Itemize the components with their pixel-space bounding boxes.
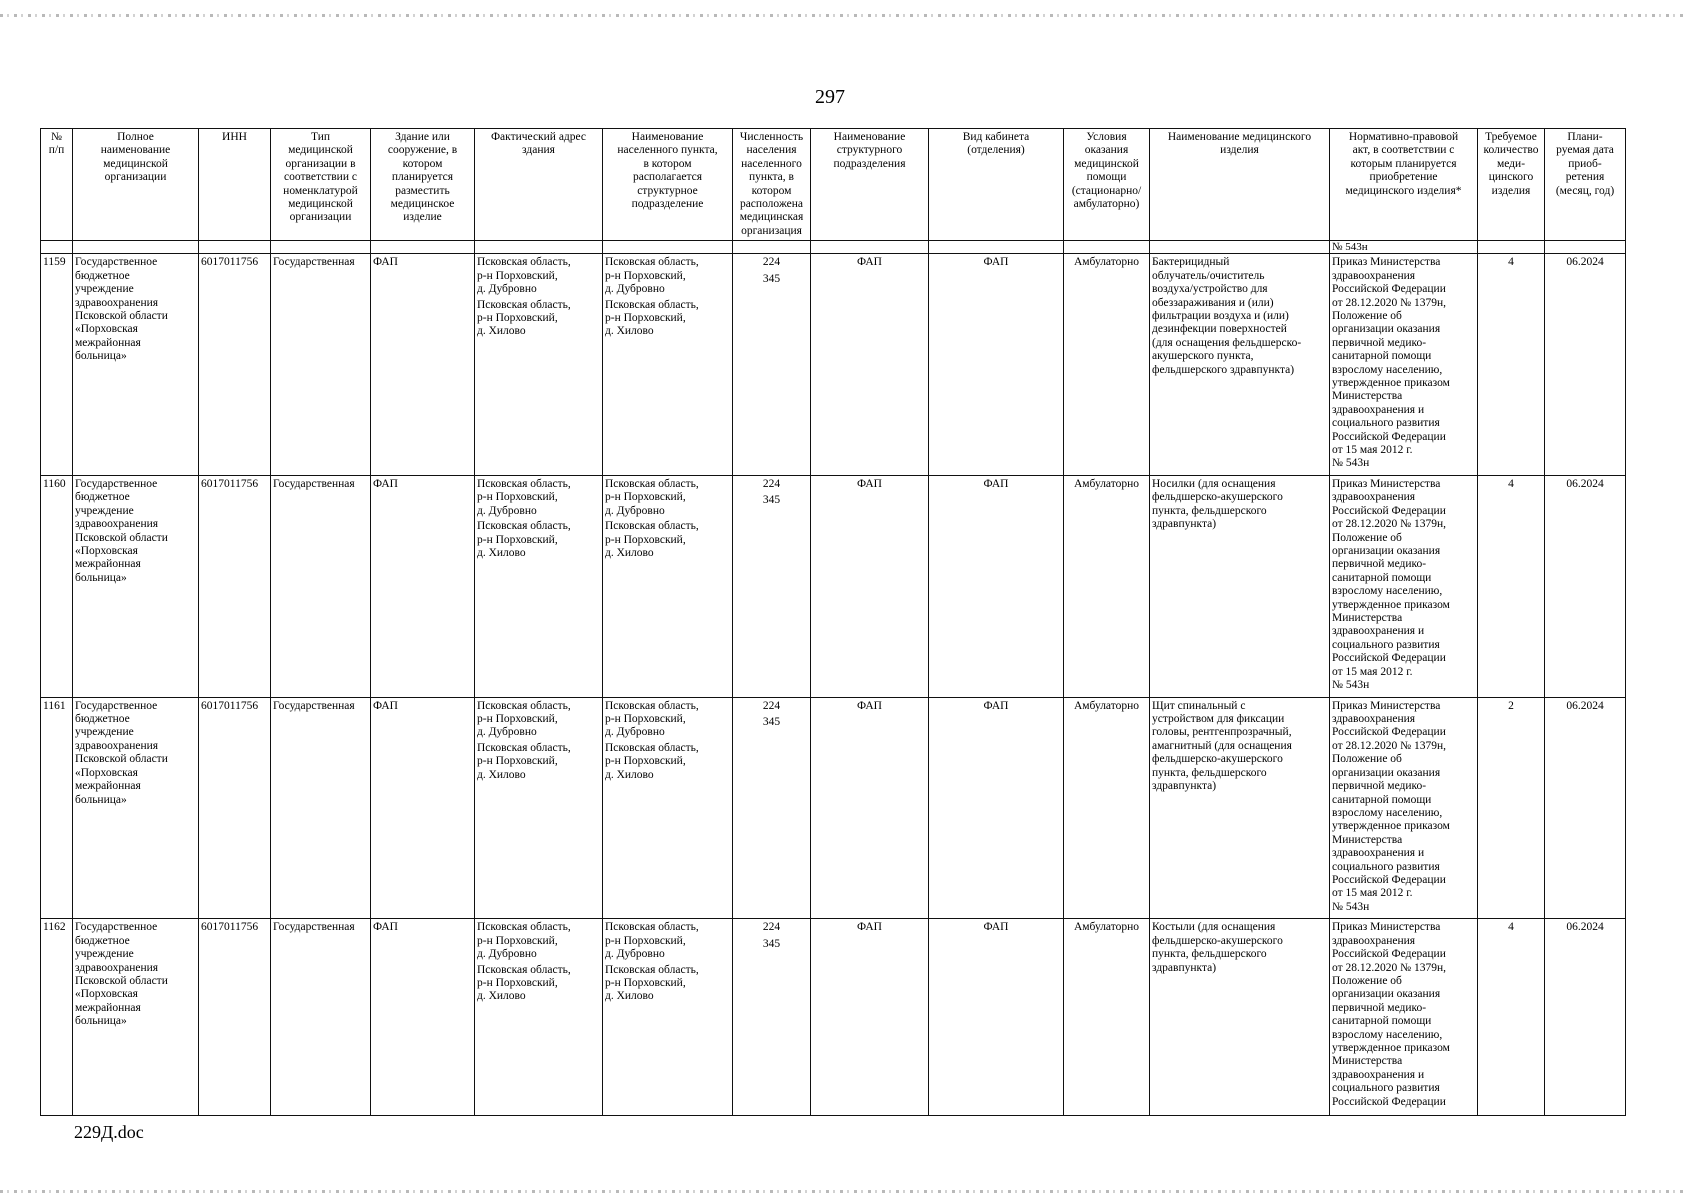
row-inn: 6017011756 (199, 475, 271, 697)
table-row (41, 919, 1626, 1116)
row-address (475, 254, 603, 476)
row-num: 1160 (41, 475, 73, 697)
footer-filename: 229Д.doc (74, 1122, 144, 1142)
row-population-2: 345 (762, 494, 781, 507)
row-locality-1: Псковская область, р-н Порховский, д. Дубровно (605, 921, 699, 961)
row-inn: 6017011756 (199, 697, 271, 919)
col-header-conditions: Условия оказания медицинской помощи (стационарно/ амбулаторно) (1064, 129, 1150, 241)
row-address-2: Псковская область, р-н Порховский, д. Хилово (477, 963, 571, 1003)
col-header-inn: ИНН (199, 129, 271, 241)
row-locality (603, 254, 733, 476)
row-cabinet: ФАП (929, 919, 1064, 1116)
row-address (475, 697, 603, 919)
row-device: Бактерицидный облучатель/очиститель воздуха/устройство для обеззараживания и (или) фильтрации воздуха и (или) дезинфекции поверхностей (для оснащения фельдшерско- акушерского пункта, фельдшерского здравпункта) (1150, 254, 1330, 476)
row-population-2: 345 (762, 716, 781, 729)
row-locality-2: Псковская область, р-н Порховский, д. Хилово (605, 963, 699, 1003)
row-address-1: Псковская область, р-н Порховский, д. Дубровно (477, 921, 571, 961)
col-header-num: № п/п (41, 129, 73, 241)
row-inn: 6017011756 (199, 919, 271, 1116)
row-inn: 6017011756 (199, 254, 271, 476)
row-locality-1: Псковская область, р-н Порховский, д. Дубровно (605, 256, 699, 296)
row-population (733, 475, 811, 697)
row-address (475, 919, 603, 1116)
row-unit: ФАП (811, 697, 929, 919)
col-header-unit: Наименование структурного подразделения (811, 129, 929, 241)
row-type: Государственная (271, 919, 371, 1116)
row-quantity: 4 (1478, 475, 1545, 697)
row-building: ФАП (371, 919, 475, 1116)
row-building: ФАП (371, 697, 475, 919)
row-locality (603, 919, 733, 1116)
row-act: Приказ Министерства здравоохранения Российской Федерации от 28.12.2020 № 1379н, Положение об организации оказания первичной медико- санитарной помощи взрослому населению, утвержденное приказом Министерства здравоохранения и социального развития Российской Федерации от 15 мая 2012 г. № 543н (1330, 254, 1478, 476)
row-conditions: Амбулаторно (1064, 919, 1150, 1116)
row-population (733, 254, 811, 476)
row-act: Приказ Министерства здравоохранения Российской Федерации от 28.12.2020 № 1379н, Положение об организации оказания первичной медико- санитарной помощи взрослому населению, утвержденное приказом Министерства здравоохранения и социального развития Российской Федерации (1330, 919, 1478, 1116)
row-population-1: 224 (762, 699, 781, 712)
row-locality-2: Псковская область, р-н Порховский, д. Хилово (605, 520, 699, 559)
row-org: Государственное бюджетное учреждение здравоохранения Псковской области «Порховская межрайонная больница» (73, 254, 199, 476)
spill-act-tail: № 543н (1330, 241, 1478, 254)
spill-row (41, 241, 1626, 254)
row-quantity: 4 (1478, 919, 1545, 1116)
row-cabinet: ФАП (929, 475, 1064, 697)
row-device: Носилки (для оснащения фельдшерско-акушерского пункта, фельдшерского здравпункта) (1150, 475, 1330, 697)
row-quantity: 4 (1478, 254, 1545, 476)
row-address-2: Псковская область, р-н Порховский, д. Хилово (477, 298, 571, 338)
table-row (41, 475, 1626, 697)
col-header-quantity: Требуемое количество меди- цинского изделия (1478, 129, 1545, 241)
row-locality (603, 475, 733, 697)
row-population-1: 224 (762, 256, 781, 269)
row-locality-1: Псковская область, р-н Порховский, д. Дубровно (605, 699, 699, 739)
row-population-2: 345 (762, 272, 781, 285)
row-num: 1159 (41, 254, 73, 476)
row-device: Костыли (для оснащения фельдшерско-акушерского пункта, фельдшерского здравпункта) (1150, 919, 1330, 1116)
row-conditions: Амбулаторно (1064, 475, 1150, 697)
col-header-date: Плани- руемая дата приоб- ретения (месяц, год) (1545, 129, 1626, 241)
registry-table (40, 128, 1626, 1116)
page-number: 297 (815, 86, 845, 108)
row-num: 1162 (41, 919, 73, 1116)
row-org: Государственное бюджетное учреждение здравоохранения Псковской области «Порховская межрайонная больница» (73, 697, 199, 919)
row-conditions: Амбулаторно (1064, 254, 1150, 476)
col-header-locality: Наименование населенного пункта, в котором располагается структурное подразделение (603, 129, 733, 241)
row-population (733, 919, 811, 1116)
row-quantity: 2 (1478, 697, 1545, 919)
row-type: Государственная (271, 697, 371, 919)
row-num: 1161 (41, 697, 73, 919)
row-type: Государственная (271, 475, 371, 697)
row-org: Государственное бюджетное учреждение здравоохранения Псковской области «Порховская межрайонная больница» (73, 475, 199, 697)
col-header-building: Здание или сооружение, в котором планируется разместить медицинское изделие (371, 129, 475, 241)
row-act: Приказ Министерства здравоохранения Российской Федерации от 28.12.2020 № 1379н, Положение об организации оказания первичной медико- санитарной помощи взрослому населению, утвержденное приказом Министерства здравоохранения и социального развития Российской Федерации от 15 мая 2012 г. № 543н (1330, 697, 1478, 919)
row-locality-1: Псковская область, р-н Порховский, д. Дубровно (605, 477, 699, 517)
row-date: 06.2024 (1545, 919, 1626, 1116)
row-date: 06.2024 (1545, 475, 1626, 697)
row-population-2: 345 (762, 937, 781, 950)
row-address-2: Псковская область, р-н Порховский, д. Хилово (477, 741, 571, 781)
col-header-population: Численность населения населенного пункта, в котором расположена медицинская организация (733, 129, 811, 241)
col-header-address: Фактический адрес здания (475, 129, 603, 241)
col-header-act: Нормативно-правовой акт, в соответствии с которым планируется приобретение медицинского изделия* (1330, 129, 1478, 241)
row-unit: ФАП (811, 475, 929, 697)
row-cabinet: ФАП (929, 697, 1064, 919)
row-type: Государственная (271, 254, 371, 476)
col-header-device: Наименование медицинского изделия (1150, 129, 1330, 241)
row-conditions: Амбулаторно (1064, 697, 1150, 919)
row-locality-2: Псковская область, р-н Порховский, д. Хилово (605, 741, 699, 781)
row-building: ФАП (371, 254, 475, 476)
table-row (41, 697, 1626, 919)
row-address-1: Псковская область, р-н Порховский, д. Дубровно (477, 699, 571, 739)
row-address-1: Псковская область, р-н Порховский, д. Дубровно (477, 256, 571, 296)
scan-edge-bottom (0, 1190, 1686, 1193)
col-header-org: Полное наименование медицинской организации (73, 129, 199, 241)
row-address-1: Псковская область, р-н Порховский, д. Дубровно (477, 477, 571, 517)
row-address-2: Псковская область, р-н Порховский, д. Хилово (477, 520, 571, 559)
col-header-cabinet: Вид кабинета (отделения) (929, 129, 1064, 241)
row-org: Государственное бюджетное учреждение здравоохранения Псковской области «Порховская межрайонная больница» (73, 919, 199, 1116)
table-row (41, 254, 1626, 476)
row-address (475, 475, 603, 697)
row-date: 06.2024 (1545, 254, 1626, 476)
row-locality-2: Псковская область, р-н Порховский, д. Хилово (605, 298, 699, 338)
row-date: 06.2024 (1545, 697, 1626, 919)
row-cabinet: ФАП (929, 254, 1064, 476)
row-population-1: 224 (762, 477, 781, 490)
row-locality (603, 697, 733, 919)
row-device: Щит спинальный с устройством для фиксации головы, рентгенпрозрачный, амагнитный (для оснащения фельдшерско-акушерского пункта, фельдшерского здравпункта) (1150, 697, 1330, 919)
row-unit: ФАП (811, 254, 929, 476)
row-act: Приказ Министерства здравоохранения Российской Федерации от 28.12.2020 № 1379н, Положение об организации оказания первичной медико- санитарной помощи взрослому населению, утвержденное приказом Министерства здравоохранения и социального развития Российской Федерации от 15 мая 2012 г. № 543н (1330, 475, 1478, 697)
header-row (41, 129, 1626, 241)
row-population-1: 224 (762, 921, 781, 934)
row-unit: ФАП (811, 919, 929, 1116)
col-header-type: Тип медицинской организации в соответствии с номенклатурой медицинской организации (271, 129, 371, 241)
row-building: ФАП (371, 475, 475, 697)
scan-edge-top (0, 14, 1686, 17)
row-population (733, 697, 811, 919)
